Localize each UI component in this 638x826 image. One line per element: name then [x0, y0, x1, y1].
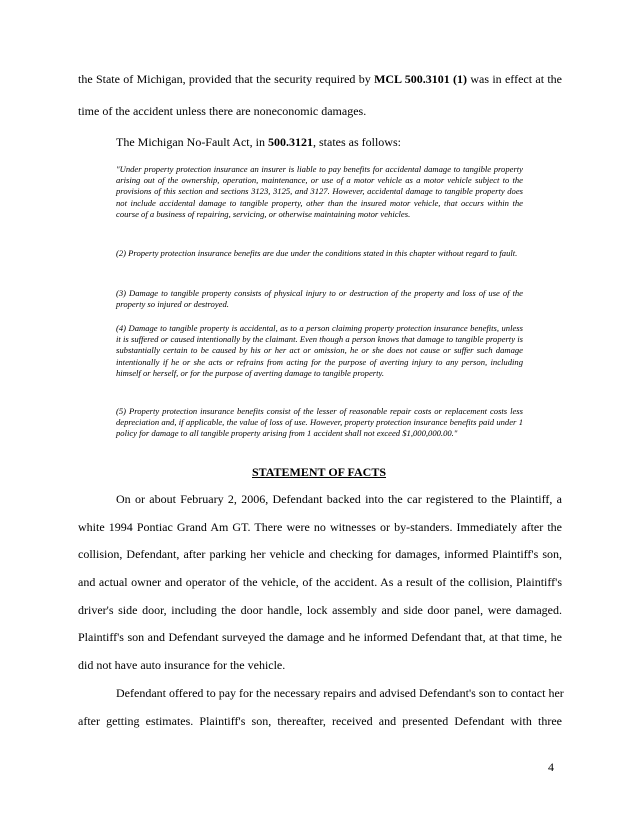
facts-line: and actual owner and operator of the vehicle, of the accident. As a result of the collision, Plaintiff's: [78, 575, 562, 589]
section-heading: STATEMENT OF FACTS: [251, 465, 387, 479]
facts-line: driver's side door, including the door handle, lock assembly and side door panel, were damaged.: [78, 603, 562, 617]
facts-line: collision, Defendant, after parking her vehicle and checking for damages, informed Plaintiff's son,: [78, 547, 562, 561]
quote-paragraph-2: (2) Property protection insurance benefits are due under the conditions stated in this chapter without regard to fault.: [116, 248, 518, 258]
facts-line: Defendant offered to pay for the necessary repairs and advised Defendant's son to contact her: [116, 686, 564, 700]
facts-line: On or about February 2, 2006, Defendant backed into the car registered to the Plaintiff, a: [116, 492, 562, 506]
quote-paragraph-4: (4) Damage to tangible property is accidental, as to a person claiming property protection insurance benefits, unless it is suffered or caused intentionally by the claimant. Even though a person knows that damage to tangible property is substantially certain to be caused by his or her act or omission, he or she does not cause or suffer such damage intentionally if he or she acts or refrains from acting for the purpose of averting injury to any person, including himself or herself, or for the purpose of averting damage to tangible property.: [116, 323, 523, 378]
intro-line-1: [78, 72, 562, 86]
facts-line: after getting estimates. Plaintiff's son, thereafter, received and presented Defendant with three: [78, 714, 562, 728]
quote-paragraph-3: (3) Damage to tangible property consists of physical injury to or destruction of the property and loss of use of the property so injured or destroyed.: [116, 288, 523, 310]
statute-citation: MCL 500.3101 (1): [374, 72, 468, 86]
quote-paragraph-1: "Under property protection insurance an insurer is liable to pay benefits for accidental damage to tangible property arising out of the ownership, operation, maintenance, or use of a motor vehicle as a motor vehicle subject to the provisions of this section and sections 3123, 3125, and 3127. However, accidental damage to tangible property does not include accidental damage to tangible property, other than the insured motor vehicle, that occurs within the course of a business of repairing, servicing, or otherwise maintaining motor vehicles.: [116, 164, 523, 219]
intro-line-3: [116, 135, 562, 149]
quote-paragraph-5: (5) Property protection insurance benefits consist of the lesser of reasonable repair costs or replacement costs less depreciation and, if applicable, the value of loss of use. However, property protection insurance benefits paid under 1 policy for damage to all tangible property arising from 1 accident shall not exceed $1,000,000.00.": [116, 406, 523, 439]
statute-section: 500.3121: [267, 135, 313, 149]
intro-text: the State of Michigan, provided that the security required by: [78, 72, 375, 86]
facts-line: Plaintiff's son and Defendant surveyed the damage and he informed Defendant that, at that time, he: [78, 630, 562, 644]
intro-text: was in effect at the: [467, 72, 563, 86]
intro-text: , states as follows:: [312, 135, 401, 149]
page-number: 4: [548, 760, 554, 774]
intro-line-2: time of the accident unless there are noneconomic damages.: [78, 104, 367, 118]
facts-line: white 1994 Pontiac Grand Am GT. There were no witnesses or by-standers. Immediately after the: [78, 520, 562, 534]
facts-line: did not have auto insurance for the vehicle.: [78, 658, 286, 672]
intro-text: The Michigan No-Fault Act, in: [116, 135, 268, 149]
